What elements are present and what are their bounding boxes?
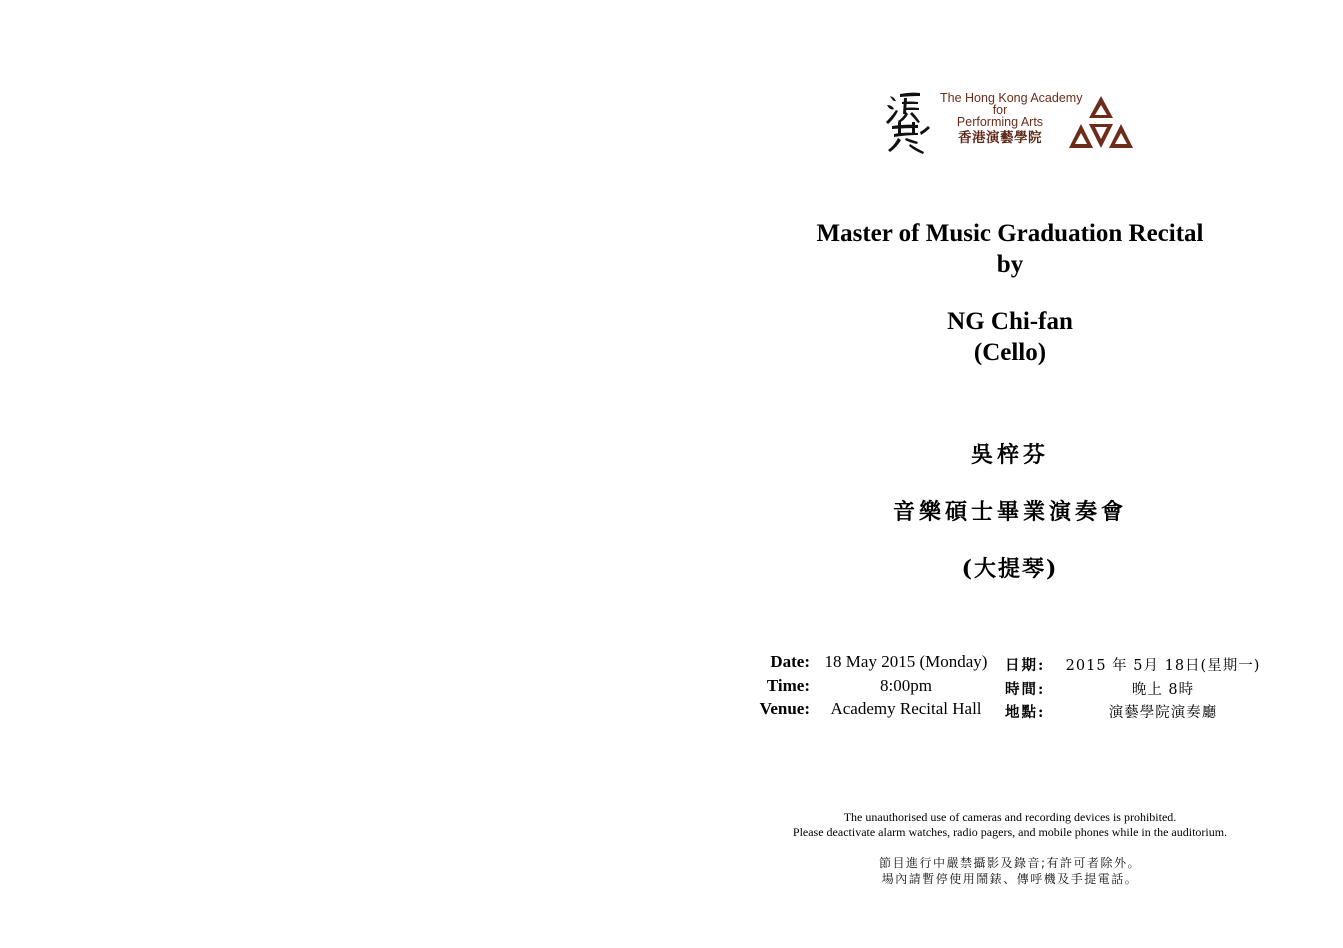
- notice-zh-line-2: 場內請暫停使用鬧錶、傳呼機及手提電話。: [881, 872, 1139, 886]
- venue-value: Academy Recital Hall: [830, 699, 982, 718]
- performer-instrument: (Cello): [973, 339, 1047, 366]
- venue-value-zh: 演藝學院演奏廳: [1108, 705, 1218, 721]
- venue-label: Venue:: [759, 699, 810, 718]
- logo-line-2: for: [992, 103, 1008, 117]
- time-label-zh: 時間:: [1005, 680, 1046, 698]
- time-value-zh: 晚上 8時: [1131, 681, 1195, 698]
- logo-chinese-name: 香港演藝學院: [958, 130, 1042, 146]
- date-label: Date:: [770, 652, 810, 671]
- event-details: [748, 652, 1278, 723]
- performer-name-zh: 吳梓芬: [970, 442, 1049, 468]
- date-label-zh: 日期:: [1005, 657, 1046, 674]
- notice-en-line-1: The unauthorised use of cameras and recording devices is prohibited.: [843, 810, 1177, 824]
- date-value-zh: 2015 年 5月 18日(星期一): [1065, 658, 1261, 674]
- time-label: Time:: [766, 675, 810, 695]
- time-value: 8:00pm: [880, 675, 932, 695]
- detail-row-venue: [748, 699, 1278, 723]
- notice-english: [740, 810, 1280, 840]
- recital-by-line: by: [996, 251, 1024, 278]
- date-value: 18 May 2015 (Monday): [824, 652, 988, 671]
- logo-line-3: Performing Arts: [956, 115, 1044, 129]
- detail-row-date: [748, 652, 1278, 676]
- logo-line-1: The Hong Kong Academy: [940, 91, 1083, 105]
- performer-name: NG Chi-fan: [947, 308, 1073, 335]
- notice-en-line-2: Please deactivate alarm watches, radio pagers, and mobile phones while in the auditorium.: [792, 825, 1228, 839]
- performer-instrument-zh: (大提琴): [961, 556, 1059, 582]
- notice-zh-line-1: 節目進行中嚴禁攝影及錄音;有許可者除外。: [878, 856, 1142, 870]
- hkapa-logo: [884, 88, 1136, 154]
- recital-title-line: Master of Music Graduation Recital: [816, 220, 1204, 247]
- academy-triangle-logo-icon: [1068, 94, 1134, 150]
- recital-title: [740, 218, 1280, 280]
- notice-chinese: [740, 855, 1280, 887]
- venue-label-zh: 地點:: [1005, 704, 1046, 721]
- logo-wordmark: [940, 91, 1083, 146]
- recital-title-zh: 音樂碩士畢業演奏會: [892, 499, 1127, 525]
- calligraphy-logo-icon: [884, 88, 940, 154]
- detail-row-time: [748, 676, 1278, 700]
- performer-block: [740, 306, 1280, 368]
